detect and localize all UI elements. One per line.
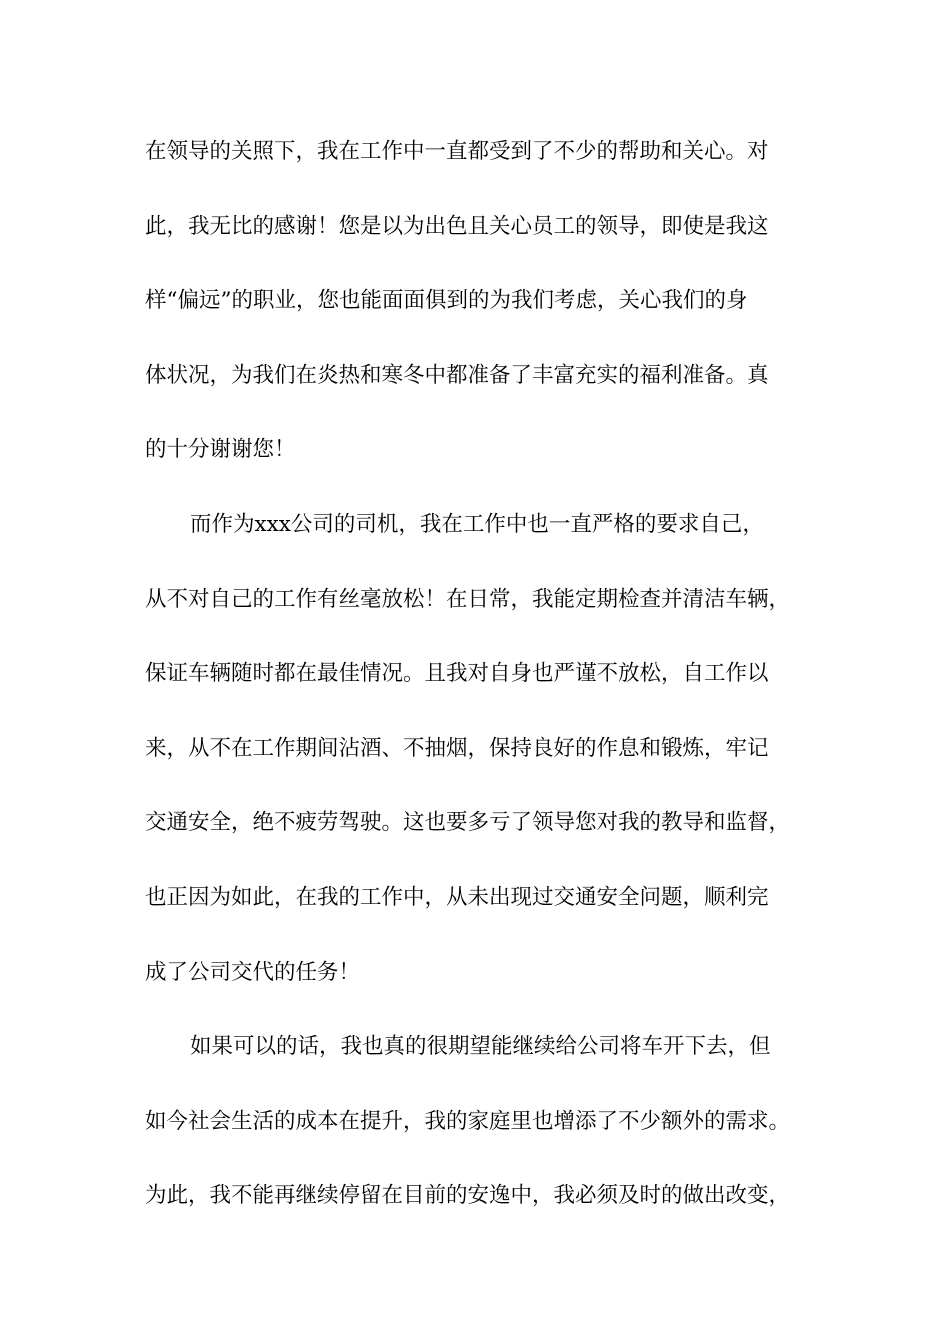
text-line: 从不对自己的工作有丝毫放松！在日常，我能定期检查并清洁车辆，: [145, 586, 791, 612]
text-line: 在领导的关照下，我在工作中一直都受到了不少的帮助和关心。对: [145, 139, 769, 164]
text-line: 也正因为如此，在我的工作中，从未出现过交通安全问题，顺利完: [145, 884, 769, 910]
paragraph-start-line: 而作为xxx公司的司机，我在工作中也一直严格的要求自己，: [190, 511, 764, 537]
letter-body: [145, 133, 835, 1252]
text-line: 的十分谢谢您！: [145, 437, 296, 463]
text-line: 此，我无比的感谢！您是以为出色且关心员工的领导，即使是我这: [145, 213, 769, 239]
text-line: 保证车辆随时都在最佳情况。且我对自身也严谨不放松，自工作以: [145, 661, 769, 687]
text-line: 体状况，为我们在炎热和寒冬中都准备了丰富充实的福利准备。真: [145, 362, 769, 388]
text-line: 成了公司交代的任务！: [145, 959, 361, 985]
paragraph-start-line: 如果可以的话，我也真的很期望能继续给公司将车开下去，但: [190, 1034, 771, 1060]
text-line: 交通安全，绝不疲劳驾驶。这也要多亏了领导您对我的教导和监督，: [145, 810, 791, 836]
text-line: 为此，我不能再继续停留在目前的安逸中，我必须及时的做出改变，: [145, 1183, 791, 1209]
text-line: 样“偏远”的职业，您也能面面俱到的为我们考虑，关心我们的身: [145, 288, 748, 314]
text-line: 来，从不在工作期间沾酒、不抽烟，保持良好的作息和锻炼，牢记: [145, 735, 769, 761]
text-line: 如今社会生活的成本在提升，我的家庭里也增添了不少额外的需求。: [145, 1108, 791, 1134]
